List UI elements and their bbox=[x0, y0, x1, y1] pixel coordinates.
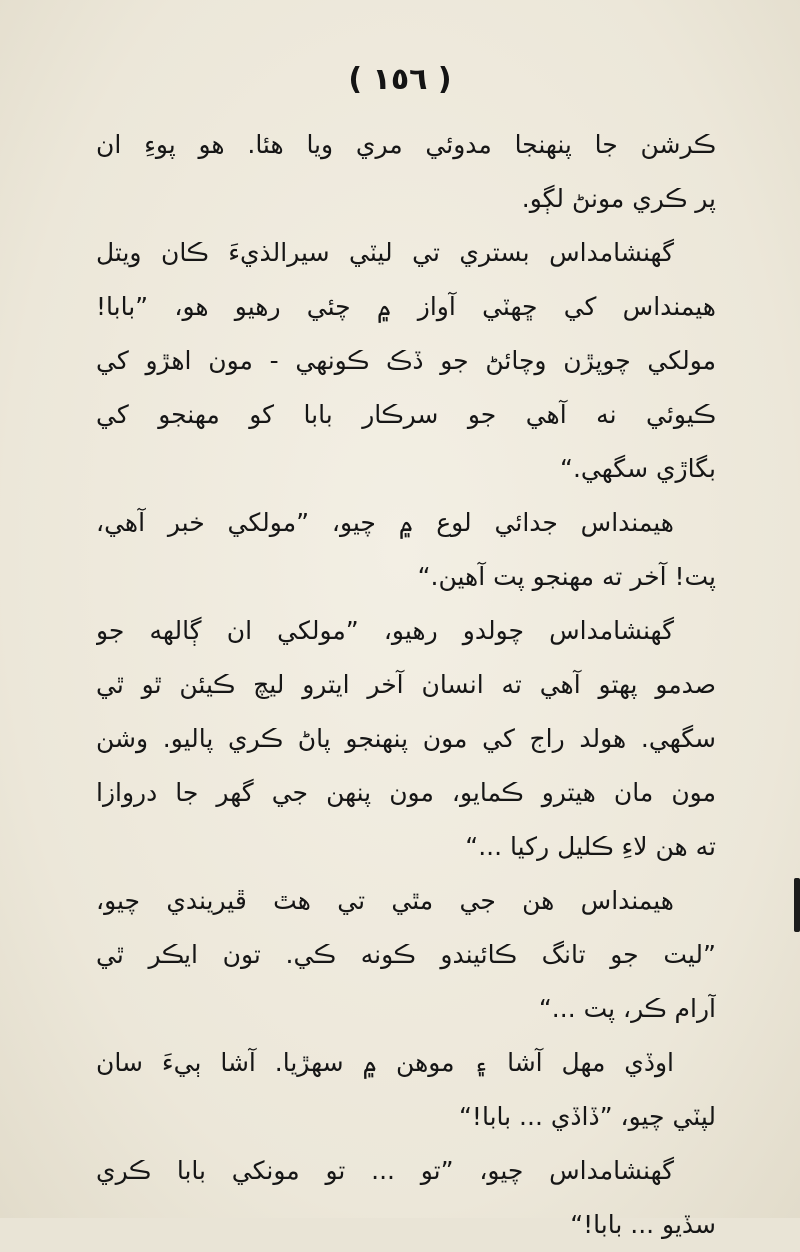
paragraph-start-line: اوڏي مهل آشا ۽ موهن ۾ سهڙيا. آشا ٻيءَ سان bbox=[96, 1048, 674, 1077]
text-line: آرام ڪر، پت ...“ bbox=[538, 994, 716, 1023]
text-line: سگهي. هولد راج کي مون پنهنجو پاڻ ڪري پاليو. وشن bbox=[96, 724, 716, 753]
text-line: ته هن لاءِ ڪليل رکيا ...“ bbox=[465, 832, 716, 861]
paragraph-start-line: گهنشامداس بستري تي ليٽي سيرالذيءَ ڪان ويتل bbox=[96, 238, 674, 267]
text-line: ”ليت جو تانگ ڪائيندو ڪونه ڪي. تون ايڪر ٿي bbox=[96, 940, 716, 969]
paragraph-start-line: هيمنداس هن جي مٿي تي هٿ ڦيريندي چيو، bbox=[96, 886, 674, 915]
text-line: مون مان هيترو ڪمايو، مون پنهن جي گهر جا دروازا bbox=[96, 778, 716, 807]
text-line: ڪيوئي نه آهي جو سرڪار بابا کو مهنجو کي bbox=[96, 400, 716, 429]
page-number: ( ١٥٦ ) bbox=[348, 62, 452, 97]
text-line: لپٽي چيو، ”ڏاڏي ... بابا!“ bbox=[458, 1102, 716, 1131]
text-line: سڏيو ... بابا!“ bbox=[570, 1210, 716, 1239]
text-line: مولکي چوپڙن وچائڻ جو ڏڪ ڪونهي - مون اهڙو کي bbox=[96, 346, 716, 375]
paragraph-start-line: گهنشامداس چولدو رهيو، ”مولکي ان ڳالهه جو bbox=[96, 616, 674, 645]
text-line: پت! آخر ته مهنجو پت آهين.“ bbox=[417, 562, 716, 591]
body-text bbox=[96, 118, 716, 1252]
paragraph-start-line: هيمنداس جدائي لوع ۾ چيو، ”مولکي خبر آهي، bbox=[96, 508, 674, 537]
paragraph-start-line: گهنشامداس چيو، ”تو ... تو مونکي بابا ڪري bbox=[96, 1156, 674, 1185]
text-line: ڪرشن جا پنهنجا مدوئي مري ويا هئا. هو پوءِ ان bbox=[96, 130, 716, 159]
text-line: هيمنداس کي ڇهٽي آواز ۾ چئي رهيو هو، ”بابا! bbox=[96, 292, 716, 321]
text-line: صدمو پهتو آهي ته انسان آخر ايترو ليچ ڪيئن ٿو ٿي bbox=[96, 670, 716, 699]
page-edge-mark bbox=[794, 878, 800, 932]
text-line: بگاڙي سگهي.“ bbox=[560, 454, 716, 483]
text-line: پر ڪري مونڻ لڳو. bbox=[521, 184, 716, 213]
